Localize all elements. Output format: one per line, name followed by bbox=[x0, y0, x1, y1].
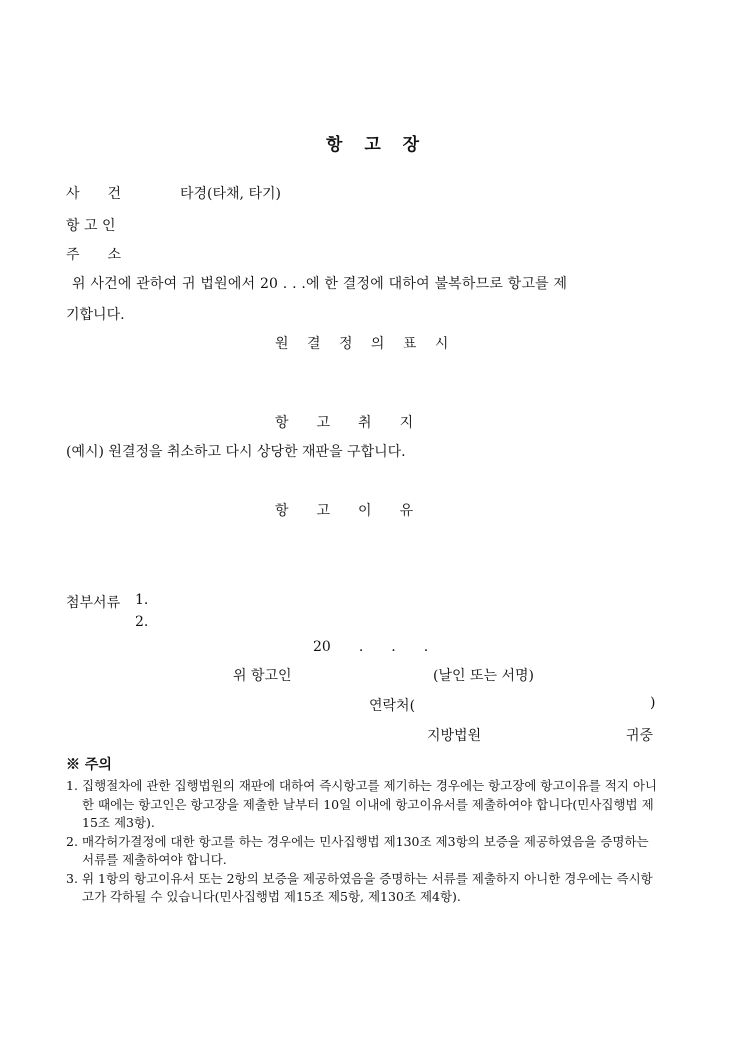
court-suffix: 귀중 bbox=[626, 728, 654, 744]
notice-number: 3. bbox=[66, 870, 78, 886]
notice-text: 집행절차에 관한 집행법원의 재판에 대하여 즉시항고를 제기하는 경우에는 항고장에 항고이유를 적지 아니한 때에는 항고인은 항고장을 제출한 날부터 10일 이내에 항고이유서를 제출하여야 합니다(민사집행법 제15조 제3항). bbox=[82, 778, 658, 830]
contact-close: ) bbox=[650, 695, 656, 711]
page-title: 항 고 장 bbox=[326, 135, 428, 155]
appellant-label: 항 고 인 bbox=[66, 218, 116, 234]
notice-item bbox=[66, 870, 660, 907]
date-line: 20 . . . bbox=[313, 639, 429, 655]
address-label: 주 소 bbox=[66, 247, 122, 263]
intro-line-1: 위 사건에 관하여 귀 법원에서 20 . . .에 한 결정에 대하여 불복하므로 항고를 제 bbox=[72, 276, 568, 292]
signer-note: (날인 또는 서명) bbox=[433, 668, 534, 684]
section-appeal-purpose: 항 고 취 지 bbox=[275, 415, 414, 431]
notice-text: 매각허가결정에 대한 항고를 하는 경우에는 민사집행법 제130조 제3항의 보증을 제공하였음을 증명하는 서류를 제출하여야 합니다. bbox=[82, 833, 649, 867]
notice-item bbox=[66, 833, 660, 870]
intro-line-2: 기합니다. bbox=[66, 307, 125, 323]
notice-number: 1. bbox=[66, 778, 78, 793]
notice-text: 위 1항의 항고이유서 또는 2항의 보증을 제공하였음을 증명하는 서류를 제출하지 아니한 경우에는 즉시항고가 각하될 수 있습니다(민사집행법 제15조 제5항, 제130조 제4항). bbox=[82, 870, 653, 904]
signer-label: 위 항고인 bbox=[233, 668, 292, 684]
contact-label: 연락처( bbox=[369, 698, 416, 714]
case-label: 사 건 bbox=[66, 186, 122, 202]
purpose-example: (예시) 원결정을 취소하고 다시 상당한 재판을 구합니다. bbox=[66, 444, 406, 460]
attachments-label: 첨부서류 bbox=[66, 595, 121, 611]
notice-title: ※ 주의 bbox=[66, 757, 112, 773]
court-name: 지방법원 bbox=[427, 728, 482, 744]
section-original-decision: 원 결 정 의 표 시 bbox=[275, 336, 456, 352]
notice-number: 2. bbox=[66, 833, 78, 849]
case-value: 타경(타채, 타기) bbox=[180, 186, 281, 202]
attachment-1: 1. bbox=[135, 592, 149, 608]
notice-item bbox=[66, 777, 660, 833]
attachment-2: 2. bbox=[135, 614, 149, 630]
section-appeal-reason: 항 고 이 유 bbox=[275, 503, 414, 519]
notice-list bbox=[66, 777, 660, 907]
